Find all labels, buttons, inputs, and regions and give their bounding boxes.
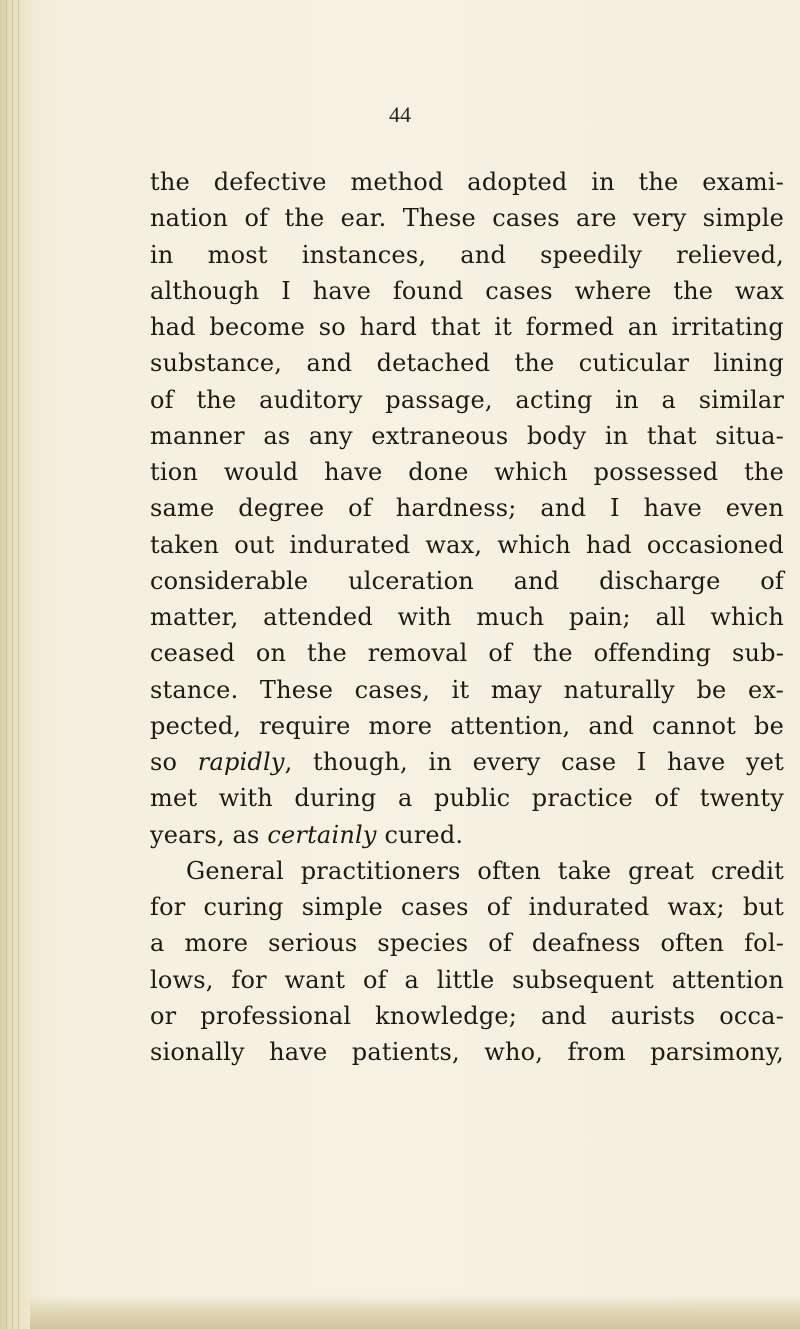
text-segment: or professional knowledge; and aurists occa- [150,1001,784,1030]
text-segment: matter, attended with much pain; all which [150,603,784,631]
text-line [150,382,784,418]
text-segment: considerable ulceration and discharge of [150,566,784,595]
text-line [150,200,784,236]
gutter-line [18,0,19,1329]
text-segment: General practitioners often take great credit [186,856,784,885]
text-line [150,1034,784,1070]
text-line [150,853,784,889]
text-segment: the defective method adopted in the exami- [150,168,784,196]
text-line [150,889,784,925]
text-segment: met with during a public practice of twenty [150,784,784,813]
text-line [150,672,784,708]
text-line [150,744,784,780]
text-line [150,454,784,490]
text-line [150,418,784,454]
text-segment: years, as [150,820,268,849]
text-line [150,237,784,273]
text-segment: had become so hard that it formed an irritating [150,313,784,341]
text-segment: sionally have patients, who, from parsimony, [150,1038,784,1066]
text-line [150,817,784,853]
text-segment: substance, and detached the cuticular lining [150,349,784,378]
text-segment: tion would have done which possessed the [150,458,784,486]
text-segment: lows, for want of a little subsequent attention [150,965,784,994]
text-segment: cured. [376,820,464,849]
text-line [150,345,784,381]
text-line [150,635,784,671]
text-line [150,490,784,526]
gutter-line [6,0,7,1329]
text-segment: taken out indurated wax, which had occasioned [150,530,784,559]
italic-text: certainly [267,820,377,849]
text-line [150,563,784,599]
page-bottom-edge [30,1295,800,1329]
text-segment: ceased on the removal of the offending sub- [150,639,784,668]
text-line [150,708,784,744]
text-line [150,527,784,563]
text-segment: manner as any extraneous body in that situa- [150,421,784,450]
text-segment: although I have found cases where the wax [150,276,784,305]
body-text [150,164,784,1070]
text-segment: nation of the ear. These cases are very simple [150,204,784,233]
text-segment: of the auditory passage, acting in a similar [150,385,784,414]
text-line [150,599,784,635]
text-line [150,780,784,816]
text-segment: so [150,748,198,776]
text-segment: stance. These cases, it may naturally be ex- [150,675,784,704]
text-segment: , though, in every case I have yet [284,748,784,776]
text-line [150,998,784,1034]
text-line [150,925,784,961]
gutter-line [12,0,13,1329]
text-line [150,164,784,200]
text-line [150,962,784,998]
text-segment: a more serious species of deafness often fol- [150,929,784,958]
text-segment: in most instances, and speedily relieved, [150,240,784,269]
text-segment: pected, require more attention, and cannot be [150,711,784,740]
text-segment: same degree of hardness; and I have even [150,494,784,523]
page-gutter [0,0,34,1329]
page-number: 44 [389,102,411,127]
text-segment: for curing simple cases of indurated wax; but [150,893,784,921]
text-line [150,309,784,345]
text-line [150,273,784,309]
italic-text: rapidly [197,748,285,776]
